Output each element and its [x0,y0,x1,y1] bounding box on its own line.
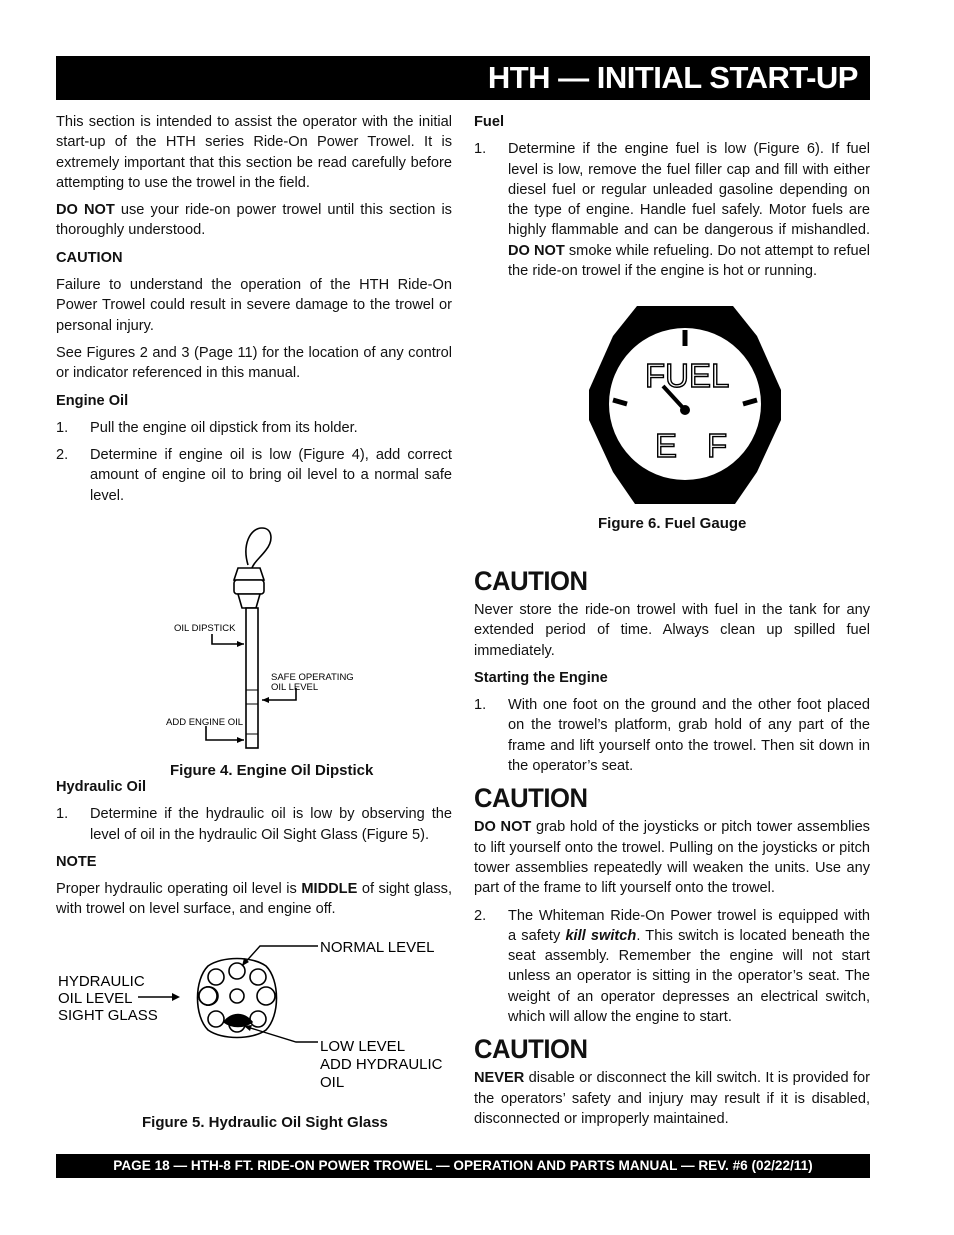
step-text: Determine if the hydraulic oil is low by observing the level of oil in the hydraulic Oil Sight Glass (Figure 5). [90,806,452,843]
sight-glass-right-bolt [257,987,275,1005]
sight-glass-bolt [208,969,224,985]
see-figures-paragraph: See Figures 2 and 3 (Page 11) for the location of any control or indicator referenced in this manual. [56,344,452,382]
fuel-step-post: smoke while refueling. Do not attempt to refuel the ride-on trowel if the engine is hot or running. [508,242,870,280]
label-safe-operating: SAFE OPERATING [271,672,354,683]
page-footer: PAGE 18 — HTH-8 FT. RIDE-ON POWER TROWEL — OPERATION AND PARTS MANUAL — REV. #6 (02/22/11) [56,1154,870,1178]
right-column-top [474,112,870,288]
note-post: of sight glass, with trowel on level surface, and engine off. [56,881,452,918]
start-step-2-pre: The Whiteman Ride-On Power trowel is equipped with a safety [508,907,870,944]
gauge-empty-label: E [655,427,678,464]
step-number: 2. [474,907,487,924]
note-paragraph [56,879,452,920]
note-pre: Proper hydraulic operating oil level is [56,881,302,898]
fuel-step-1 [474,139,870,281]
caution-3-text [474,1068,870,1129]
label-oil-level: OIL LEVEL [58,990,133,1007]
sight-glass-bolt [250,1011,266,1027]
sight-glass-bolt [250,969,266,985]
figure5-caption: Figure 5. Hydraulic Oil Sight Glass [142,1114,388,1131]
safe-level-arrowhead [262,697,269,703]
label-add-engine-oil: ADD ENGINE OIL [166,717,244,728]
fuel-gauge-needle-hub [680,405,690,415]
step-number: 1. [56,419,69,436]
label-sight-glass: SIGHT GLASS [58,1007,158,1024]
hydraulic-heading: Hydraulic Oil [56,779,147,795]
page-title: HTH — INITIAL START-UP [487,60,858,95]
donot-text: use your ride-on power trowel until this section is thoroughly understood. [56,202,452,239]
step-number: 2. [56,447,69,464]
start-step-2-post: . This switch is located beneath the seat assembly. Remember the engine will not start unless an operator is sitting in the operator’s seat. The weight of an operator depresses an electrical switch, which will allow the engine to start. [508,927,871,1026]
dipstick-rod [246,608,258,748]
fuel-gauge-figure [585,300,785,510]
dipstick-cap-lower [238,594,260,608]
caution-label: CAUTION [56,249,123,266]
step-text: Pull the engine oil dipstick from its holder. [90,419,358,436]
step-number: 1. [474,141,487,158]
step-text: Determine if engine oil is low (Figure 4), add correct amount of engine oil to bring oil level to a normal safe level. [90,447,452,504]
engine-oil-dipstick-figure [150,520,450,760]
hydraulic-step-1 [56,804,452,845]
step-number: 1. [474,697,487,714]
hydraulic-sight-glass-figure [56,930,456,1100]
donot-paragraph [56,200,452,241]
step-text [508,139,870,281]
label-hydraulic: HYDRAULIC [58,973,145,990]
caution-3-body: disable or disconnect the kill switch. It is provided for the operators’ safety and injury may result if it is disabled, disconnected or improperly maintained. [474,1070,870,1127]
start-step-2 [474,906,870,1028]
fuel-heading: Fuel [474,114,504,130]
caution-2-bold: DO NOT [474,819,532,836]
note-label: NOTE [56,853,97,870]
engine-oil-heading: Engine Oil [56,392,129,409]
gauge-full-label: F [707,427,728,464]
note-bold: MIDDLE [301,881,358,898]
label-oil-level: OIL LEVEL [271,682,319,693]
sight-glass-arrowhead [172,993,180,1001]
caution-3-bold: NEVER [474,1070,525,1087]
dipstick-cap-top [234,568,264,580]
fuel-step-bold: DO NOT [508,242,565,259]
sight-glass-center-window [230,989,244,1003]
figure6-caption: Figure 6. Fuel Gauge [598,515,747,532]
step-text: With one foot on the ground and the other foot placed on the trowel’s platform, grab hold of any part of the frame and lift yourself onto the trowel. Then sit down in the operator’s seat. [508,697,870,775]
dipstick-loop [246,528,271,568]
caution-heading-2: CAUTION [474,783,588,814]
donot-bold: DO NOT [56,202,115,219]
start-step-1 [474,695,870,776]
sight-glass-bolt [208,1011,224,1027]
kill-switch-emphasis: kill switch [565,927,637,944]
fuel-step-pre: Determine if the engine fuel is low (Figure 6). If fuel level is low, remove the fuel filler cap and fill with either diesel fuel or regular unleaded gasoline depending on the type of engine. Handle fuel safely. Motor fuels are highly flammable and can be dangerous if mishandled. [508,141,870,239]
figure4-caption: Figure 4. Engine Oil Dipstick [170,762,374,779]
right-column-bottom [474,560,870,1136]
left-column [56,112,452,513]
intro-paragraph: This section is intended to assist the operator with the initial start-up of the HTH series Ride-On Power Trowel. It is extremely important that this section be read carefully before attempting to use the trowel in the field. [56,114,452,191]
fuel-gauge-face [609,328,761,480]
label-low-level: LOW LEVEL [320,1038,406,1055]
fuel-gauge-label: FUEL [645,357,730,394]
caution-2-body: grab hold of the joysticks or pitch tower assemblies to lift yourself onto the trowel. Pulling on the joysticks or pitch tower assemblies repeatedly will weaken the units. Use any part of the frame to lift yourself onto the trowel. [474,819,870,897]
caution-2-text [474,817,870,898]
engine-oil-step-2 [56,445,452,506]
step-text [508,906,870,1028]
caution-paragraph: Failure to understand the operation of the HTH Ride-On Power Trowel could result in severe damage to the trowel or personal injury. [56,277,452,334]
label-oil-dipstick: OIL DIPSTICK [174,623,236,634]
hydraulic-section [56,777,452,927]
dipstick-arrowhead [237,641,244,647]
engine-oil-step-1 [56,418,452,438]
dipstick-cap [234,580,264,594]
step-number: 1. [56,806,69,823]
add-oil-arrowhead [237,737,244,743]
label-oil: OIL [320,1074,345,1091]
caution-heading-3: CAUTION [474,1034,588,1065]
caution-1-text: Never store the ride-on trowel with fuel in the tank for any extended period of time. Always clean up spilled fuel immediately. [474,602,870,659]
caution-heading-1: CAUTION [474,566,588,596]
starting-engine-heading: Starting the Engine [474,669,608,686]
label-normal-level: NORMAL LEVEL [320,939,435,956]
sight-glass-bolt-face [199,987,217,1005]
page-title-bar [56,56,870,100]
label-add-hydraulic: ADD HYDRAULIC [320,1056,443,1073]
